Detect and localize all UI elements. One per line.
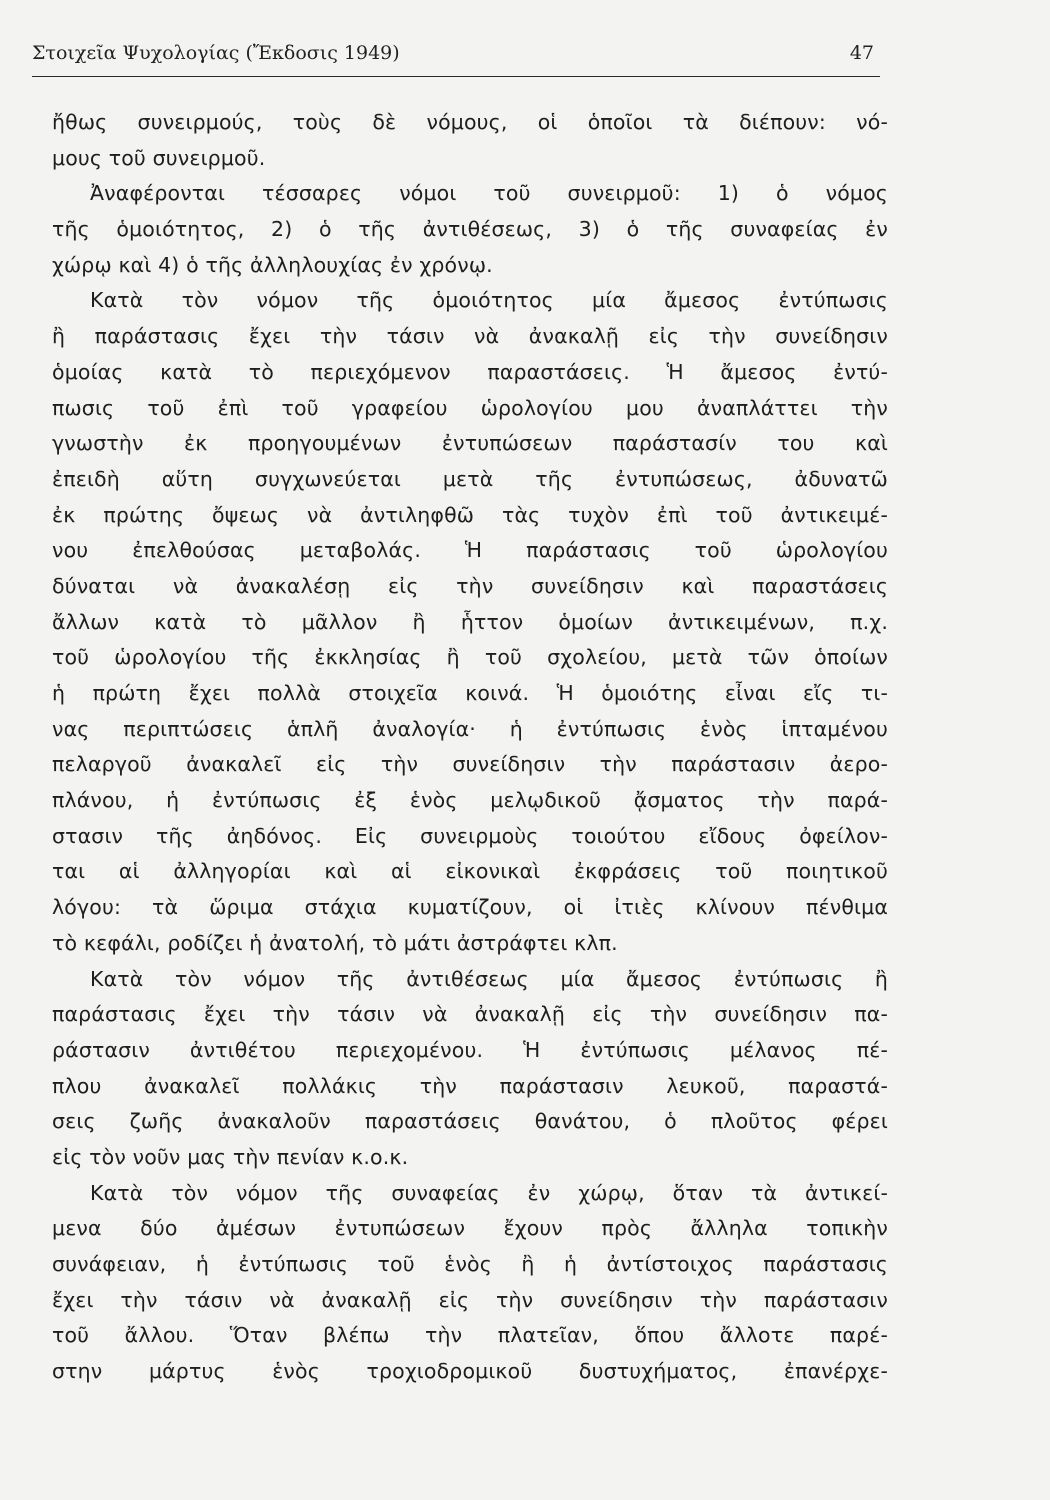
text-line: ράστασιν ἀντιθέτου περιεχομένου. Ἡ ἐντύπωσις μέλανος πέ-: [52, 1037, 888, 1062]
text-line: τὸ κεφάλι, ροδίζει ἡ ἀνατολή, τὸ μάτι ἀστράφτει κλπ.: [52, 930, 618, 955]
text-line: ὁμοίας κατὰ τὸ περιεχόμενον παραστάσεις. Ἡ ἄμεσος ἐντύ-: [52, 359, 888, 384]
text-line: μενα δύο ἀμέσων ἐντυπώσεων ἔχουν πρὸς ἄλληλα τοπικὴν: [52, 1216, 888, 1241]
text-line: μους τοῦ συνειρμοῦ.: [52, 145, 266, 170]
text-line: λόγου: τὰ ὥριμα στάχια κυματίζουν, οἱ ἰτιὲς κλίνουν πένθιμα: [52, 895, 888, 920]
text-line: Κατὰ τὸν νόμον τῆς ἀντιθέσεως μία ἄμεσος ἐντύπωσις ἢ: [90, 966, 888, 991]
text-line: πελαργοῦ ἀνακαλεῖ εἰς τὴν συνείδησιν τὴν παράστασιν ἀερο-: [52, 752, 888, 777]
text-line: νου ἐπελθούσας μεταβολάς. Ἡ παράστασις τοῦ ὡρολογίου: [52, 538, 888, 563]
text-line: τοῦ ὡρολογίου τῆς ἐκκλησίας ἢ τοῦ σχολείου, μετὰ τῶν ὁποίων: [52, 645, 888, 670]
text-line: τῆς ὁμοιότητος, 2) ὁ τῆς ἀντιθέσεως, 3) ὁ τῆς συναφείας ἐν: [52, 217, 888, 242]
text-line: ἐπειδὴ αὕτη συγχωνεύεται μετὰ τῆς ἐντυπώσεως, ἀδυνατῶ: [52, 466, 888, 491]
running-title: Στοιχεῖα Ψυχολογίας (Ἔκδοσις 1949): [32, 42, 400, 64]
text-line: ἔχει τὴν τάσιν νὰ ἀνακαλῇ εἰς τὴν συνείδησιν τὴν παράστασιν: [52, 1287, 888, 1312]
page-header: [32, 40, 880, 77]
body-text: [52, 105, 888, 1390]
text-line: ἐκ πρώτης ὄψεως νὰ ἀντιληφθῶ τὰς τυχὸν ἐπὶ τοῦ ἀντικειμέ-: [52, 502, 888, 527]
text-line: ται αἱ ἀλληγορίαι καὶ αἱ εἰκονικαὶ ἐκφράσεις τοῦ ποιητικοῦ: [52, 859, 888, 884]
text-line: ἤθως συνειρμούς, τοὺς δὲ νόμους, οἱ ὁποῖοι τὰ διέπουν: νό-: [52, 110, 888, 134]
text-line: τοῦ ἄλλου. Ὅταν βλέπω τὴν πλατεῖαν, ὅπου ἄλλοτε παρέ-: [52, 1323, 888, 1348]
text-line: Ἀναφέρονται τέσσαρες νόμοι τοῦ συνειρμοῦ: 1) ὁ νόμος: [90, 181, 888, 206]
text-line: στασιν τῆς ἀηδόνος. Εἰς συνειρμοὺς τοιούτου εἴδους ὀφείλον-: [52, 823, 888, 848]
text-line: συνάφειαν, ἡ ἐντύπωσις τοῦ ἑνὸς ἢ ἡ ἀντίστοιχος παράστασις: [52, 1252, 888, 1276]
text-line: εἰς τὸν νοῦν μας τὴν πενίαν κ.ο.κ.: [52, 1144, 409, 1169]
text-line: γνωστὴν ἐκ προηγουμένων ἐντυπώσεων παράστασίν του καὶ: [52, 431, 888, 456]
text-line: νας περιπτώσεις ἁπλῆ ἀναλογία· ἡ ἐντύπωσις ἑνὸς ἱπταμένου: [52, 716, 888, 741]
text-line: Κατὰ τὸν νόμον τῆς συναφείας ἐν χώρῳ, ὅταν τὰ ἀντικεί-: [90, 1180, 888, 1205]
text-line: πλου ἀνακαλεῖ πολλάκις τὴν παράστασιν λευκοῦ, παραστά-: [52, 1073, 888, 1098]
text-line: Κατὰ τὸν νόμον τῆς ὁμοιότητος μία ἄμεσος ἐντύπωσις: [90, 288, 888, 313]
text-line: χώρῳ καὶ 4) ὁ τῆς ἀλληλουχίας ἐν χρόνῳ.: [52, 252, 493, 277]
text-line: ἡ πρώτη ἔχει πολλὰ στοιχεῖα κοινά. Ἡ ὁμοιότης εἶναι εἴς τι-: [52, 681, 888, 705]
text-line: παράστασις ἔχει τὴν τάσιν νὰ ἀνακαλῇ εἰς τὴν συνείδησιν πα-: [52, 1002, 888, 1027]
text-line: δύναται νὰ ἀνακαλέσῃ εἰς τὴν συνείδησιν καὶ παραστάσεις: [52, 573, 888, 598]
text-line: σεις ζωῆς ἀνακαλοῦν παραστάσεις θανάτου, ὁ πλοῦτος φέρει: [52, 1109, 888, 1134]
page-number: 47: [849, 42, 874, 64]
text-line: ἢ παράστασις ἔχει τὴν τάσιν νὰ ἀνακαλῇ εἰς τὴν συνείδησιν: [52, 324, 888, 349]
text-line: ἄλλων κατὰ τὸ μᾶλλον ἢ ἧττον ὁμοίων ἀντικειμένων, π.χ.: [52, 609, 888, 634]
text-line: πλάνου, ἡ ἐντύπωσις ἐξ ἑνὸς μελῳδικοῦ ᾄσματος τὴν παρά-: [52, 788, 888, 813]
text-line: στην μάρτυς ἑνὸς τροχιοδρομικοῦ δυστυχήματος, ἐπανέρχε-: [52, 1359, 888, 1384]
text-line: πωσις τοῦ ἐπὶ τοῦ γραφείου ὡρολογίου μου ἀναπλάττει τὴν: [52, 395, 888, 420]
